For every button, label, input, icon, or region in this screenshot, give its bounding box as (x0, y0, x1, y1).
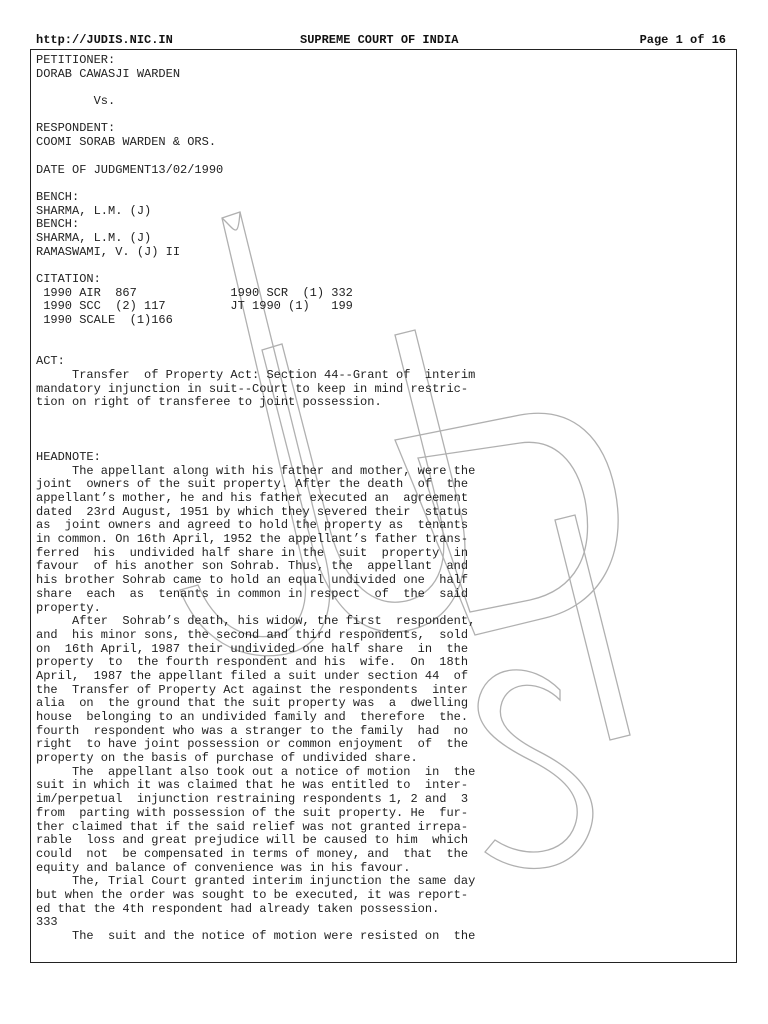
text-line: ferred his undivided half share in the suit property in (36, 545, 469, 560)
text-line: ACT: (36, 354, 65, 369)
text-line: alia on the ground that the suit property was a dwelling (36, 696, 469, 711)
text-line (36, 150, 496, 164)
text-line: could not be compensated in terms of money, and that the (36, 846, 469, 861)
text-line: April, 1987 the appellant filed a suit under section 44 of (36, 668, 469, 683)
text-line: share each as tenants in common in respect of the said (36, 586, 469, 601)
text-line: The, Trial Court granted interim injunction the same day (36, 874, 476, 889)
text-line: BENCH: (36, 217, 80, 232)
text-line: Transfer of Property Act: Section 44--Grant of interim (36, 367, 476, 382)
page-header (36, 33, 726, 49)
text-line: equity and balance of convenience was in his favour. (36, 860, 411, 875)
text-line: dated 23rd August, 1951 by which they severed their status (36, 504, 469, 519)
text-line: 1990 SCC (2) 117 JT 1990 (1) 199 (36, 299, 353, 314)
text-line (36, 410, 496, 424)
text-line (36, 437, 496, 451)
text-line: favour of his another son Sohrab. Thus, the appellant and (36, 559, 469, 574)
court-name: SUPREME COURT OF INDIA (300, 33, 459, 47)
text-line: The suit and the notice of motion were resisted on the (36, 929, 476, 943)
text-line: ther claimed that if the said relief was not granted irrepa- (36, 819, 469, 834)
text-line (36, 109, 496, 123)
text-line (36, 424, 496, 438)
text-line: rable loss and great prejudice will be caused to him which (36, 833, 469, 848)
text-line: as joint owners and agreed to hold the property as tenants (36, 518, 469, 533)
text-line: DORAB CAWASJI WARDEN (36, 66, 181, 81)
text-line: property to the fourth respondent and his wife. On 18th (36, 655, 469, 670)
text-line: DATE OF JUDGMENT13/02/1990 (36, 162, 224, 177)
text-line: The appellant also took out a notice of motion in the (36, 764, 476, 779)
text-line (36, 259, 496, 273)
text-line: RAMASWAMI, V. (J) II (36, 244, 181, 259)
text-line: ed that the 4th respondent had already taken possession. (36, 901, 440, 916)
text-line: from parting with possession of the suit property. He fur- (36, 805, 469, 820)
text-line: right to have joint possession or common enjoyment of the (36, 737, 469, 752)
text-line: appellant’s mother, he and his father executed an agreement (36, 491, 469, 505)
text-line: joint owners of the suit property. After the death of the (36, 477, 469, 492)
text-line (36, 328, 496, 342)
text-line: 333 (36, 915, 58, 930)
text-line: The appellant along with his father and mother, were the (36, 463, 476, 478)
text-line: Vs. (36, 94, 116, 109)
text-line: After Sohrab’s death, his widow, the first respondent, (36, 614, 476, 629)
text-line: HEADNOTE: (36, 449, 101, 464)
text-line: the Transfer of Property Act against the respondents inter (36, 682, 469, 697)
text-line: im/perpetual injunction restraining respondents 1, 2 and 3 (36, 792, 469, 807)
judgment-text (36, 54, 496, 944)
text-line: on 16th April, 1987 their undivided one half share in the (36, 641, 469, 656)
page-number: Page 1 of 16 (639, 33, 726, 47)
text-line: CITATION: (36, 272, 101, 286)
text-line: 1990 AIR 867 1990 SCR (1) 332 (36, 285, 353, 300)
text-line: 1990 SCALE (1)166 (36, 313, 173, 328)
text-line: in common. On 16th April, 1952 the appellant’s father trans- (36, 532, 469, 547)
text-line (36, 341, 496, 355)
text-line: suit in which it was claimed that he was entitled to inter- (36, 778, 469, 793)
text-line: BENCH: (36, 189, 80, 204)
text-line: property on the basis of purchase of undivided share. (36, 751, 418, 766)
text-line: COOMI SORAB WARDEN & ORS. (36, 135, 217, 150)
text-line: and his minor sons, the second and third respondents, sold (36, 627, 469, 642)
text-line: mandatory injunction in suit--Court to keep in mind restric- (36, 381, 469, 396)
text-line: but when the order was sought to be executed, it was report- (36, 887, 469, 902)
text-line: RESPONDENT: (36, 121, 116, 136)
text-line (36, 177, 496, 191)
text-line: house belonging to an undivided family and therefore the. (36, 710, 469, 724)
text-line: tion on right of transferee to joint possession. (36, 395, 382, 410)
source-url[interactable]: http://JUDIS.NIC.IN (36, 33, 173, 47)
text-line: property. (36, 600, 101, 615)
text-line: SHARMA, L.M. (J) (36, 203, 152, 218)
text-line: SHARMA, L.M. (J) (36, 230, 152, 245)
text-line: fourth respondent who was a stranger to the family had no (36, 723, 469, 738)
text-line (36, 81, 496, 95)
text-line: PETITIONER: (36, 53, 116, 67)
text-line: his brother Sohrab came to hold an equal undivided one half (36, 573, 469, 588)
